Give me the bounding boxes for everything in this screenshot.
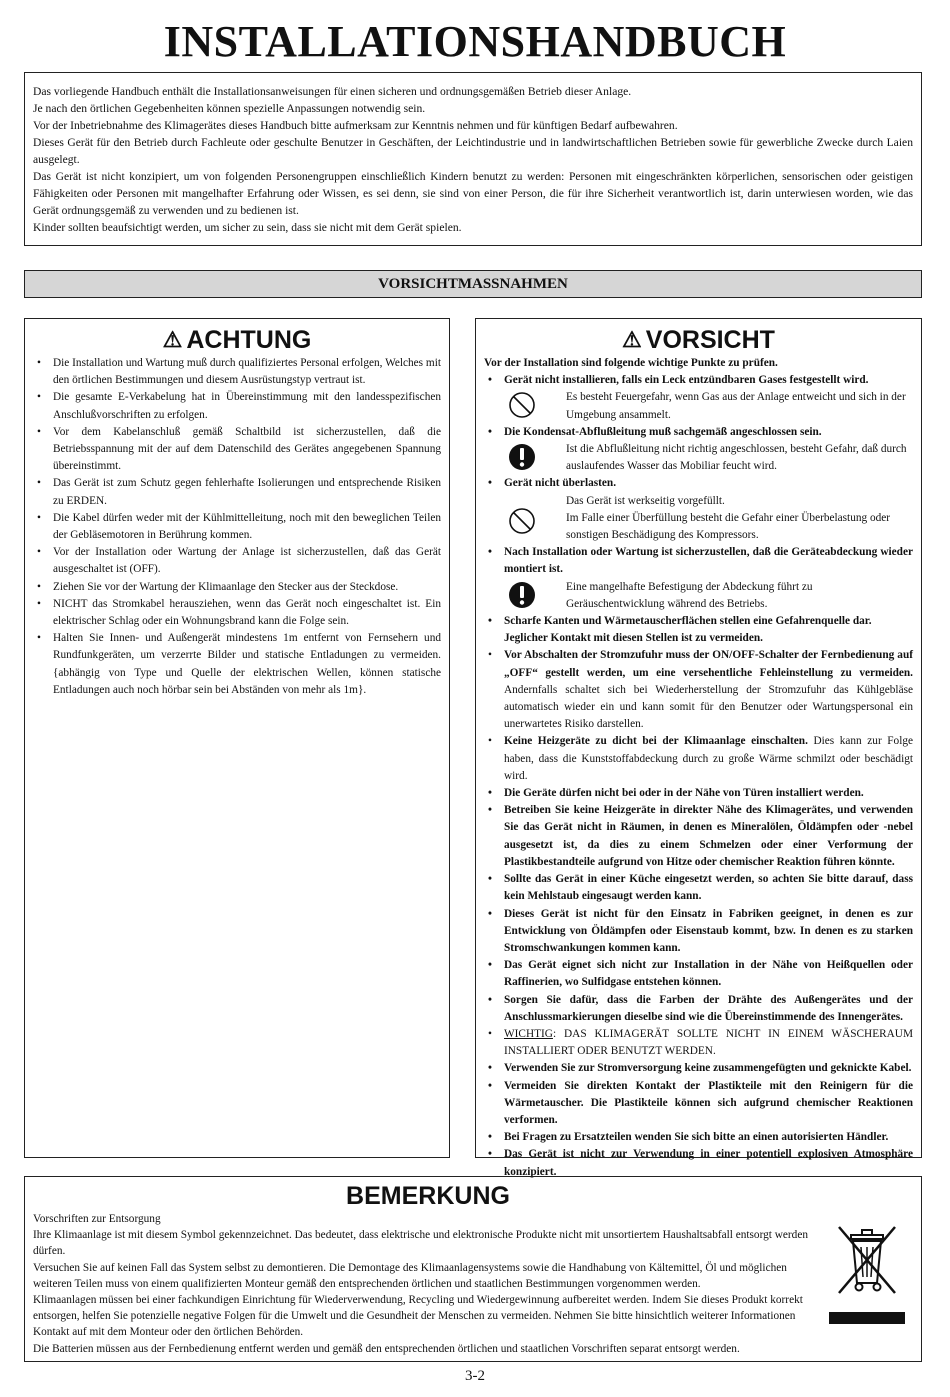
list-item: • Vor der Installation oder Wartung der Anlage ist sicherzustellen, daß das Gerät ausgeschaltet ist (OFF). <box>33 544 441 578</box>
achtung-box <box>24 318 450 1158</box>
list-item: • Vermeiden Sie direkten Kontakt der Plastikteile mit den Reinigern für die Wärmetauscher. Die Plastikteile können sich aufgrund chemischer Reaktionen verformen. <box>484 1078 913 1130</box>
vorsicht-heading-text: VORSICHT <box>645 326 775 354</box>
sub-note <box>484 389 913 423</box>
list-item: • NICHT das Stromkabel herausziehen, wenn das Gerät noch eingeschaltet ist. Ein elektrischer Schlag oder ein Wohnungsbrand kann die Folge sein. <box>33 596 441 630</box>
list-item: • Das Gerät eignet sich nicht zur Installation in der Nähe von Heißquellen oder Raffinerien, wo Sulfidgase entstehen können. <box>484 957 913 991</box>
page-number: 3-2 <box>465 1368 485 1384</box>
list-item-rest: : DAS KLIMAGERÄT SOLLTE NICHT IN EINEM WÄSCHERAUM INSTALLIERT ODER BENUTZT WERDEN. <box>504 1027 913 1058</box>
list-item-bold: Vor Abschalten der Stromzufuhr muss der ON/OFF-Schalter der Fernbedienung auf „OFF“ gestellt werden, um eine versehentliche Fehleinstellung zu vermeiden. <box>504 649 913 679</box>
vorsicht-intro: Vor der Installation sind folgende wichtige Punkte zu prüfen. <box>484 357 778 369</box>
sub-note <box>484 493 913 545</box>
list-item: • Vor dem Kabelanschluß gemäß Schaltbild ist sicherzustellen, daß die Betriebsspannung mit der auf dem Datenschild des Gerätes angegebenen Spannung übereinstimmt. <box>33 424 441 476</box>
intro-paragraph: Kinder sollten beaufsichtigt werden, um sicher zu sein, dass sie nicht mit dem Gerät spielen. <box>33 221 462 234</box>
list-item: • Betreiben Sie keine Heizgeräte in direkter Nähe des Klimagerätes, und verwenden Sie das Gerät nicht in Räumen, in denen es Mineralölen, Öldämpfen oder -nebel ausgesetzt ist, da dies zu einem Schmelzen oder einer Verformung der Plastikbestandteile aufgrund von Hitze oder chemischer Reaktion führen könnte. <box>484 802 913 871</box>
list-item: • Sollte das Gerät in einer Küche eingesetzt werden, so achten Sie bitte darauf, dass kein Mehlstaub eingesaugt werden kann. <box>484 871 913 905</box>
intro-paragraph: Dieses Gerät für den Betrieb durch Fachleute oder geschulte Benutzer in Geschäften, der Leichtindustrie und in landwirtschaftlichen Betrieben sowie für gewerbliche Zwecke durch Laien ausgelegt. <box>33 136 913 166</box>
intro-paragraph: Das Gerät ist nicht konzipiert, um von folgenden Personengruppen einschließlich Kindern benutzt zu werden: Personen mit eingeschränkten körperlichen, sensorischen oder geistigen Fähigkeiten oder Personen mit mangelhafter Erfahrung oder Wissen, es sei denn, sie sind von einer Person, die für ihre Sicherheit verantwortlich ist, darin unterwiesen worden, wie das Gerät ordnungsgemäß zu verwenden und zu bedienen ist. <box>33 170 913 217</box>
crossed-out-bin-icon <box>825 1217 909 1301</box>
weee-black-bar <box>829 1312 905 1324</box>
bemerkung-paragraph: Ihre Klimaanlage ist mit diesem Symbol gekennzeichnet. Das bedeutet, dass elektrische und elektronische Produkte nicht mit unsortiertem Haushaltsabfall entsorgt werden dürfen. <box>33 1229 808 1258</box>
list-item: • Die Kabel dürfen weder mit der Kühlmittelleitung, noch mit den beweglichen Teilen der Gebläsemotoren in Berührung kommen. <box>33 510 441 544</box>
sub-note-text: Ist die Abflußleitung nicht richtig angeschlossen, besteht Gefahr, daß durch auslaufendes Wasser das Mobiliar feucht wird. <box>566 443 907 473</box>
achtung-heading <box>33 325 441 355</box>
prohibited-icon <box>508 507 536 535</box>
sub-note-text: Im Falle einer Überfüllung besteht die Gefahr einer Überbelastung oder sonstigen Beschädigung des Kompressors. <box>566 511 891 542</box>
weee-symbol <box>825 1217 909 1324</box>
sub-note <box>484 441 913 475</box>
mandatory-action-icon <box>508 443 536 471</box>
intro-box <box>24 72 922 246</box>
warning-triangle-icon: ⚠ <box>622 327 642 352</box>
intro-paragraph: Das vorliegende Handbuch enthält die Installationsanweisungen für einen sicheren und ordnungsgemäßen Betrieb dieser Anlage. <box>33 85 632 98</box>
list-item: • Sorgen Sie dafür, dass die Farben der Drähte des Außengerätes und der Anschlussmarkierungen dieselbe sind wie die Übereinstimmende des Innengerätes. <box>484 992 913 1026</box>
bemerkung-paragraph: Versuchen Sie auf keinen Fall das System selbst zu demontieren. Die Demontage des Klimaanlagensystems sowie die Handhabung von Kältemittel, Öl und möglichen weiteren Teilen muss von einem qualifizierten Monteur gemäß den entsprechenden örtlichen und staatlichen Bestimmungen vorgenommen werden. <box>33 1261 787 1290</box>
sub-note <box>484 579 913 613</box>
sub-note-text: Eine mangelhafte Befestigung der Abdeckung führt zu Geräuschentwicklung während des Betriebs. <box>566 580 813 610</box>
bemerkung-box <box>24 1176 922 1362</box>
vorsicht-box <box>475 318 922 1178</box>
list-item: • Die gesamte E-Verkabelung hat in Übereinstimmung mit den landesspezifischen Anschlußvorschriften zu erfolgen. <box>33 389 441 423</box>
section-title-bar: VORSICHTMASSNAHMEN <box>24 270 922 298</box>
bemerkung-heading: BEMERKUNG <box>346 1182 510 1210</box>
bemerkung-subheading: Vorschriften zur Entsorgung <box>33 1213 161 1225</box>
sub-note-text: Das Gerät ist werkseitig vorgefüllt. <box>566 494 725 507</box>
list-item-line: Jeglicher Kontakt mit diesen Stellen ist zu vermeiden. <box>504 632 763 645</box>
list-item: • Gerät nicht überlasten. <box>484 475 913 492</box>
sub-note-text: Es besteht Feuergefahr, wenn Gas aus der Anlage entweicht und sich in der Umgebung ansammelt. <box>566 391 906 421</box>
list-item: • Bei Fragen zu Ersatzteilen wenden Sie sich bitte an einen autorisierten Händler. <box>484 1129 913 1146</box>
list-item: • Das Gerät ist zum Schutz gegen fehlerhafte Isolierungen und entsprechende Risiken zu ERDEN. <box>33 475 441 509</box>
page-title: INSTALLATIONSHANDBUCH <box>163 17 787 66</box>
achtung-heading-text: ACHTUNG <box>186 326 312 354</box>
bemerkung-paragraph: Die Batterien müssen aus der Fernbedienung entfernt werden und gemäß den entsprechenden örtlichen und staatlichen Vorschriften separat entsorgt werden. <box>33 1342 740 1355</box>
list-item: • Nach Installation oder Wartung ist sicherzustellen, daß die Geräteabdeckung wieder montiert ist. <box>484 544 913 578</box>
bemerkung-text <box>33 1211 823 1357</box>
list-item-line: Scharfe Kanten und Wärmetauscherflächen stellen eine Gefahrenquelle dar. <box>504 615 872 628</box>
list-item: • Halten Sie Innen- und Außengerät mindestens 1m entfernt von Fernsehern und Rundfunkgeräten, um verzerrte Bilder und statische Entladungen zu vermeiden. {abhängig von Type und Quelle der elektrischen Wellen, können statische Entladungen auch noch hörbar sein bei Abständen von mehr als 1m}. <box>33 630 441 699</box>
list-item: • Gerät nicht installieren, falls ein Leck entzündbaren Gases festgestellt wird. <box>484 372 913 389</box>
list-item: • Das Gerät ist nicht zur Verwendung in einer potentiell explosiven Atmosphäre konzipiert. <box>484 1146 913 1180</box>
intro-paragraph: Vor der Inbetriebnahme des Klimagerätes dieses Handbuch bitte aufmerksam zur Kenntnis nehmen und für künftigen Bedarf aufbewahren. <box>33 119 678 132</box>
list-item <box>484 733 913 785</box>
list-item <box>484 1026 913 1060</box>
warning-triangle-icon: ⚠ <box>162 327 183 352</box>
list-item: • Die Geräte dürfen nicht bei oder in der Nähe von Türen installiert werden. <box>484 785 913 802</box>
list-item: • Die Installation und Wartung muß durch qualifiziertes Personal erfolgen, Welches mit den örtlichen Bestimmungen und diesem Ausrüstungstyp vertraut ist. <box>33 355 441 389</box>
list-item-rest: Dies kann zur Folge haben, dass die Kunststoffabdeckung durch zu große Wärme schmilzt oder beschädigt wird. <box>504 735 914 782</box>
list-item <box>484 647 913 733</box>
mandatory-action-icon <box>508 581 536 609</box>
list-item-rest: Andernfalls schaltet sich bei Wiederherstellung der Stromzufuhr das Kühlgebläse automatisch wieder ein und kann somit für den Benutzer oder Wartungspersonal ein unerwartetes Risiko darstellen. <box>504 683 913 731</box>
list-item: • Die Kondensat-Abflußleitung muß sachgemäß angeschlossen sein. <box>484 424 913 441</box>
prohibited-icon <box>508 391 536 419</box>
vorsicht-heading <box>484 325 913 355</box>
achtung-list <box>33 355 441 699</box>
list-item: • Dieses Gerät ist nicht für den Einsatz in Fabriken geeignet, in denen es zur Entwicklung von Öldämpfen oder Eisenstaub kommt, bzw. In denen es zu starken Stromschwankungen kommen kann. <box>484 906 913 958</box>
bemerkung-paragraph: Klimaanlagen müssen bei einer fachkundigen Einrichtung für Wiederverwendung, Recycling und Wiedergewinnung aufbereitet werden. Indem Sie dieses Produkt korrekt entsorgen, helfen Sie potenzielle negative Folgen für die Umwelt und die Gesundheit der Menschen zu vermeiden. Nehmen Sie bitte hinsichtlich weiterer Informationen Kontakt auf mit dem Monteur oder den örtlichen Behörden. <box>33 1294 803 1339</box>
list-item: • Ziehen Sie vor der Wartung der Klimaanlage den Stecker aus der Steckdose. <box>33 579 441 596</box>
important-label: WICHTIG <box>504 1027 553 1040</box>
list-item: • Verwenden Sie zur Stromversorgung keine zusammengefügten und geknickte Kabel. <box>484 1060 913 1077</box>
vorsicht-list <box>484 372 913 389</box>
intro-paragraph: Je nach den örtlichen Gegebenheiten können spezielle Anpassungen notwendig sein. <box>33 102 426 115</box>
list-item <box>484 613 913 647</box>
list-item-bold: Keine Heizgeräte zu dicht bei der Klimaanlage einschalten. <box>504 735 808 748</box>
